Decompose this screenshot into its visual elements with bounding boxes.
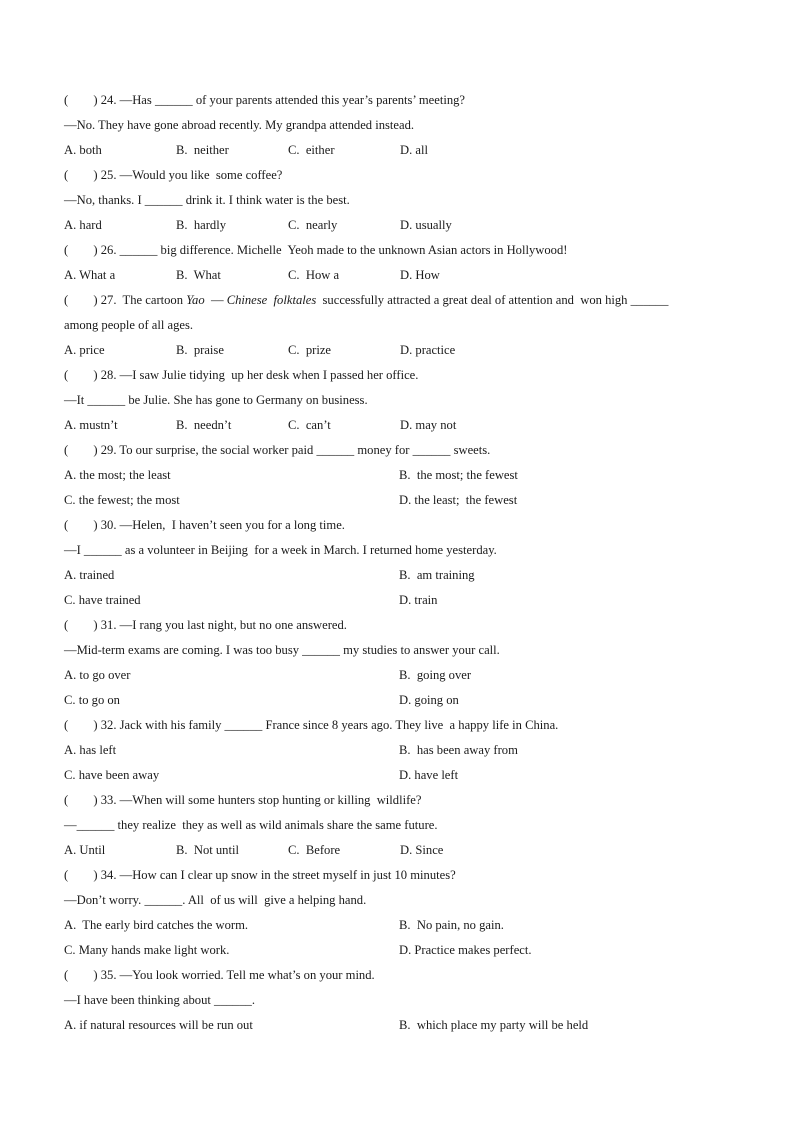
question-stem — [64, 513, 734, 538]
italic-title-text: Yao — [186, 293, 205, 307]
question-block — [64, 863, 734, 963]
stem-text: ( ) 24. —Has ______ of your parents attended this year’s parents’ meeting? — [64, 93, 466, 107]
italic-title-text: Chinese folktales — [226, 293, 317, 307]
options-row — [64, 688, 734, 713]
options-row — [64, 263, 734, 288]
options-row — [64, 763, 734, 788]
stem-text: ( ) 30. —Helen, I haven’t seen you for a long time. — [64, 518, 345, 532]
answer-option[interactable]: A. price — [64, 343, 105, 357]
answer-option[interactable]: B. Not until — [176, 843, 239, 857]
dialog-line — [64, 988, 734, 1013]
question-block — [64, 963, 734, 1038]
answer-option[interactable]: C. have been away — [64, 768, 160, 782]
answer-option[interactable]: C. prize — [288, 343, 332, 357]
options-row — [64, 838, 734, 863]
dialog-text: —It ______ be Julie. She has gone to Germany on business. — [64, 393, 368, 407]
answer-option[interactable]: B. No pain, no gain. — [399, 918, 504, 932]
options-row — [64, 488, 734, 513]
options-row — [64, 738, 734, 763]
options-row — [64, 913, 734, 938]
stem-text: ( ) 33. —When will some hunters stop hunting or killing wildlife? — [64, 793, 422, 807]
options-row — [64, 938, 734, 963]
question-stem — [64, 288, 734, 313]
answer-option[interactable]: B. am training — [399, 568, 475, 582]
dialog-text: —No. They have gone abroad recently. My grandpa attended instead. — [64, 118, 415, 132]
answer-option[interactable]: D. How — [400, 268, 440, 282]
answer-option[interactable]: C. to go on — [64, 693, 120, 707]
stem-text: ( ) 32. Jack with his family ______ France since 8 years ago. They live a happy life in China. — [64, 718, 559, 732]
answer-option[interactable]: A. hard — [64, 218, 102, 232]
dialog-line — [64, 188, 734, 213]
options-row — [64, 1013, 734, 1038]
answer-option[interactable]: A. has left — [64, 743, 117, 757]
question-stem — [64, 713, 734, 738]
answer-option[interactable]: D. usually — [400, 218, 452, 232]
question-block — [64, 788, 734, 863]
stem-text: ( ) 35. —You look worried. Tell me what’s on your mind. — [64, 968, 375, 982]
options-row — [64, 338, 734, 363]
options-row — [64, 138, 734, 163]
stem-text: ( ) 25. —Would you like some coffee? — [64, 168, 283, 182]
answer-option[interactable]: B. hardly — [176, 218, 227, 232]
answer-option[interactable]: B. the most; the fewest — [399, 468, 518, 482]
options-row — [64, 463, 734, 488]
answer-option[interactable]: B. needn’t — [176, 418, 232, 432]
answer-option[interactable]: A. to go over — [64, 668, 131, 682]
answer-option[interactable]: A. What a — [64, 268, 116, 282]
question-block — [64, 288, 734, 363]
question-stem — [64, 963, 734, 988]
question-block — [64, 438, 734, 513]
question-block — [64, 613, 734, 713]
answer-option[interactable]: B. What — [176, 268, 221, 282]
dialog-text: —Don’t worry. ______. All of us will give a helping hand. — [64, 893, 367, 907]
answer-option[interactable]: A. the most; the least — [64, 468, 171, 482]
dialog-line — [64, 638, 734, 663]
options-row — [64, 588, 734, 613]
stem-text: ( ) 34. —How can I clear up snow in the street myself in just 10 minutes? — [64, 868, 456, 882]
answer-option[interactable]: A. both — [64, 143, 102, 157]
question-stem — [64, 163, 734, 188]
dialog-line — [64, 113, 734, 138]
answer-option[interactable]: A. Until — [64, 843, 106, 857]
answer-option[interactable]: B. neither — [176, 143, 229, 157]
question-block — [64, 88, 734, 163]
answer-option[interactable]: D. all — [400, 143, 428, 157]
question-block — [64, 238, 734, 288]
answer-option[interactable]: C. How a — [288, 268, 340, 282]
dialog-text: —I have been thinking about ______. — [64, 993, 255, 1007]
dialog-text: —______ they realize they as well as wild animals share the same future. — [64, 818, 438, 832]
dialog-text: —Mid-term exams are coming. I was too busy ______ my studies to answer your call. — [64, 643, 500, 657]
answer-option[interactable]: C. Before — [288, 843, 341, 857]
question-stem — [64, 438, 734, 463]
options-row — [64, 213, 734, 238]
answer-option[interactable]: B. which place my party will be held — [399, 1018, 589, 1032]
answer-option[interactable]: D. have left — [399, 768, 459, 782]
question-stem — [64, 613, 734, 638]
stem-text: ( ) 29. To our surprise, the social worker paid ______ money for ______ sweets. — [64, 443, 491, 457]
answer-option[interactable]: B. going over — [399, 668, 472, 682]
answer-option[interactable]: A. mustn’t — [64, 418, 118, 432]
answer-option[interactable]: D. going on — [399, 693, 459, 707]
question-stem — [64, 363, 734, 388]
answer-option[interactable]: C. have trained — [64, 593, 141, 607]
dialog-text: among people of all ages. — [64, 318, 194, 332]
stem-text: ( ) 26. ______ big difference. Michelle Yeoh made to the unknown Asian actors in Hollywood! — [64, 243, 568, 257]
dialog-text: —I ______ as a volunteer in Beijing for a week in March. I returned home yesterday. — [64, 543, 497, 557]
answer-option[interactable]: D. practice — [400, 343, 456, 357]
answer-option[interactable]: C. nearly — [288, 218, 338, 232]
answer-option[interactable]: C. the fewest; the most — [64, 493, 180, 507]
question-block — [64, 163, 734, 238]
question-stem — [64, 788, 734, 813]
answer-option[interactable]: C. can’t — [288, 418, 331, 432]
answer-option[interactable]: A. trained — [64, 568, 115, 582]
dialog-line — [64, 888, 734, 913]
question-block — [64, 513, 734, 613]
question-list — [64, 88, 734, 1038]
stem-text: ( ) 31. —I rang you last night, but no one answered. — [64, 618, 347, 632]
question-stem — [64, 88, 734, 113]
dialog-text: —No, thanks. I ______ drink it. I think water is the best. — [64, 193, 350, 207]
stem-text: ( ) 28. —I saw Julie tidying up her desk when I passed her office. — [64, 368, 419, 382]
answer-option[interactable]: A. if natural resources will be run out — [64, 1018, 253, 1032]
answer-option[interactable]: B. has been away from — [399, 743, 518, 757]
options-row — [64, 413, 734, 438]
answer-option[interactable]: D. Since — [400, 843, 444, 857]
question-block — [64, 363, 734, 438]
stem-text: — — [204, 293, 227, 307]
answer-option[interactable]: B. praise — [176, 343, 224, 357]
question-stem — [64, 238, 734, 263]
dialog-line — [64, 538, 734, 563]
answer-option[interactable]: D. may not — [400, 418, 457, 432]
options-row — [64, 563, 734, 588]
dialog-line — [64, 388, 734, 413]
answer-option[interactable]: C. Many hands make light work. — [64, 943, 230, 957]
answer-option[interactable]: D. the least; the fewest — [399, 493, 518, 507]
dialog-line — [64, 813, 734, 838]
stem-text: successfully attracted a great deal of attention and won high ______ — [316, 293, 669, 307]
stem-text: ( ) 27. The cartoon — [64, 293, 187, 307]
answer-option[interactable]: D. Practice makes perfect. — [399, 943, 532, 957]
answer-option[interactable]: D. train — [399, 593, 438, 607]
question-stem — [64, 863, 734, 888]
answer-option[interactable]: C. either — [288, 143, 335, 157]
answer-option[interactable]: A. The early bird catches the worm. — [64, 918, 249, 932]
options-row — [64, 663, 734, 688]
dialog-line — [64, 313, 734, 338]
question-block — [64, 713, 734, 788]
